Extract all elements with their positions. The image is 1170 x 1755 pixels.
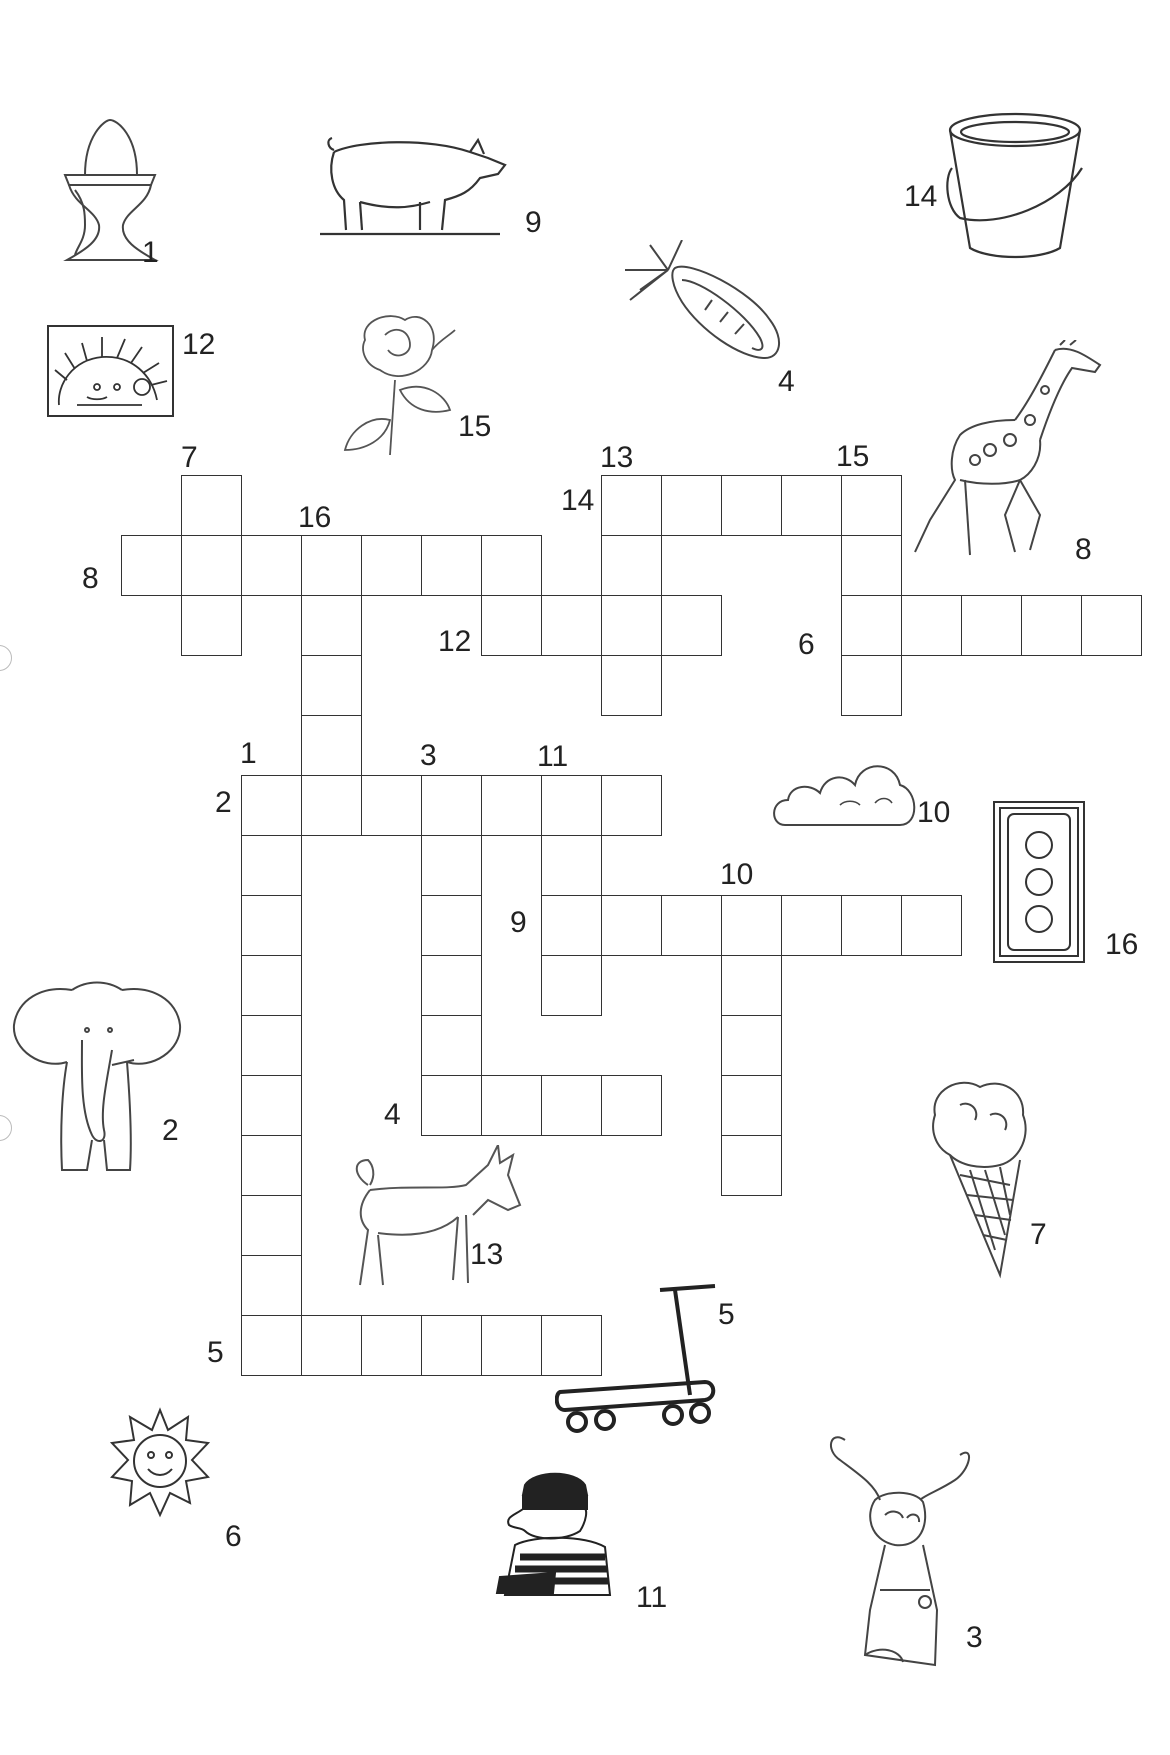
grid-cell[interactable] [241,775,302,836]
grid-cell[interactable] [301,775,362,836]
picture-number-15: 15 [458,410,492,443]
grid-cell[interactable] [421,835,482,896]
grid-cell[interactable] [1021,595,1082,656]
grid-cell[interactable] [361,535,422,596]
grid-cell[interactable] [481,1075,542,1136]
clue-number-13: 13 [600,441,634,474]
clue-number-12: 12 [438,625,472,658]
grid-cell[interactable] [481,1315,542,1376]
grid-cell[interactable] [181,535,242,596]
grid-cell[interactable] [601,775,662,836]
grid-cell[interactable] [601,655,662,716]
clue-number-4: 4 [384,1098,401,1131]
grid-cell[interactable] [961,595,1022,656]
picture-number-11: 11 [636,1581,668,1614]
grid-cell[interactable] [241,1195,302,1256]
grid-cell[interactable] [661,895,722,956]
picture-number-6: 6 [225,1520,242,1553]
grid-cell[interactable] [781,895,842,956]
grid-cell[interactable] [421,955,482,1016]
giraffe-icon [910,340,1110,565]
grid-cell[interactable] [421,775,482,836]
grid-cell[interactable] [301,1315,362,1376]
clue-number-9: 9 [510,906,527,939]
clue-number-15: 15 [836,440,870,473]
grid-cell[interactable] [601,1075,662,1136]
grid-cell[interactable] [421,1315,482,1376]
grid-cell[interactable] [301,715,362,776]
grid-cell[interactable] [1081,595,1142,656]
clue-number-3: 3 [420,739,437,772]
grid-cell[interactable] [541,1075,602,1136]
clue-number-11: 11 [537,740,569,773]
grid-cell[interactable] [421,1015,482,1076]
grid-cell[interactable] [181,475,242,536]
grid-cell[interactable] [841,535,902,596]
rose-icon [340,310,470,460]
grid-cell[interactable] [601,895,662,956]
grid-cell[interactable] [181,595,242,656]
grid-cell[interactable] [241,1315,302,1376]
clue-number-6: 6 [798,628,815,661]
grid-cell[interactable] [301,535,362,596]
grid-cell[interactable] [541,955,602,1016]
grid-cell[interactable] [361,775,422,836]
picture-number-7: 7 [1030,1218,1047,1251]
grid-cell[interactable] [241,835,302,896]
grid-cell[interactable] [841,895,902,956]
picture-number-5: 5 [718,1298,735,1331]
grid-cell[interactable] [541,895,602,956]
grid-cell[interactable] [421,895,482,956]
grid-cell[interactable] [841,655,902,716]
grid-cell[interactable] [241,1075,302,1136]
grid-cell[interactable] [241,1255,302,1316]
grid-cell[interactable] [721,955,782,1016]
grid-cell[interactable] [901,595,962,656]
clue-number-7: 7 [181,441,198,474]
picture-number-1: 1 [142,236,159,269]
clue-number-8: 8 [82,562,99,595]
scooter-icon [555,1280,735,1435]
grid-cell[interactable] [541,835,602,896]
clue-number-10: 10 [720,858,754,891]
grid-cell[interactable] [241,895,302,956]
grid-cell[interactable] [241,1135,302,1196]
grid-cell[interactable] [721,1135,782,1196]
elephant-icon [12,970,182,1190]
ring-icon [620,240,795,370]
grid-cell[interactable] [841,595,902,656]
clue-number-2: 2 [215,786,232,819]
grid-cell[interactable] [541,775,602,836]
hedgehog-icon [47,325,174,417]
sun-icon [110,1405,210,1525]
donkey-icon [348,1145,523,1295]
pig-icon [320,130,520,240]
grid-cell[interactable] [241,1015,302,1076]
grid-cell[interactable] [901,895,962,956]
grid-cell[interactable] [601,535,662,596]
picture-number-2: 2 [162,1114,179,1147]
grid-cell[interactable] [301,655,362,716]
grid-cell[interactable] [601,475,662,536]
picture-number-8: 8 [1075,533,1092,566]
grid-cell[interactable] [121,535,182,596]
picture-number-12: 12 [182,328,216,361]
grid-cell[interactable] [721,475,782,536]
picture-number-16: 16 [1105,928,1139,961]
clue-number-1: 1 [240,737,257,770]
picture-number-4: 4 [778,365,795,398]
picture-number-10: 10 [917,796,951,829]
grid-cell[interactable] [481,775,542,836]
grid-cell[interactable] [541,595,602,656]
clue-number-14: 14 [561,484,595,517]
grid-cell[interactable] [721,1015,782,1076]
picture-number-3: 3 [966,1621,983,1654]
clue-number-5: 5 [207,1336,224,1369]
traffic-light-icon [992,800,1086,965]
grid-cell[interactable] [241,535,302,596]
grid-cell[interactable] [301,595,362,656]
rabbit-icon [825,1430,975,1670]
grid-cell[interactable] [601,595,662,656]
grid-cell[interactable] [841,475,902,536]
grid-cell[interactable] [481,535,542,596]
clue-number-16: 16 [298,501,332,534]
picture-number-9: 9 [525,206,542,239]
grid-cell[interactable] [361,1315,422,1376]
grid-cell[interactable] [421,1075,482,1136]
cloud-icon [770,755,920,830]
grid-cell[interactable] [661,595,722,656]
picture-number-13: 13 [470,1238,504,1271]
grid-cell[interactable] [721,895,782,956]
grid-cell[interactable] [721,1075,782,1136]
grid-cell[interactable] [781,475,842,536]
grid-cell[interactable] [241,955,302,1016]
thief-icon [495,1465,620,1600]
ice-cream-icon [925,1075,1035,1280]
grid-cell[interactable] [481,595,542,656]
grid-cell[interactable] [421,535,482,596]
grid-cell[interactable] [661,475,722,536]
bucket-icon [940,108,1090,268]
picture-number-14: 14 [904,180,938,213]
